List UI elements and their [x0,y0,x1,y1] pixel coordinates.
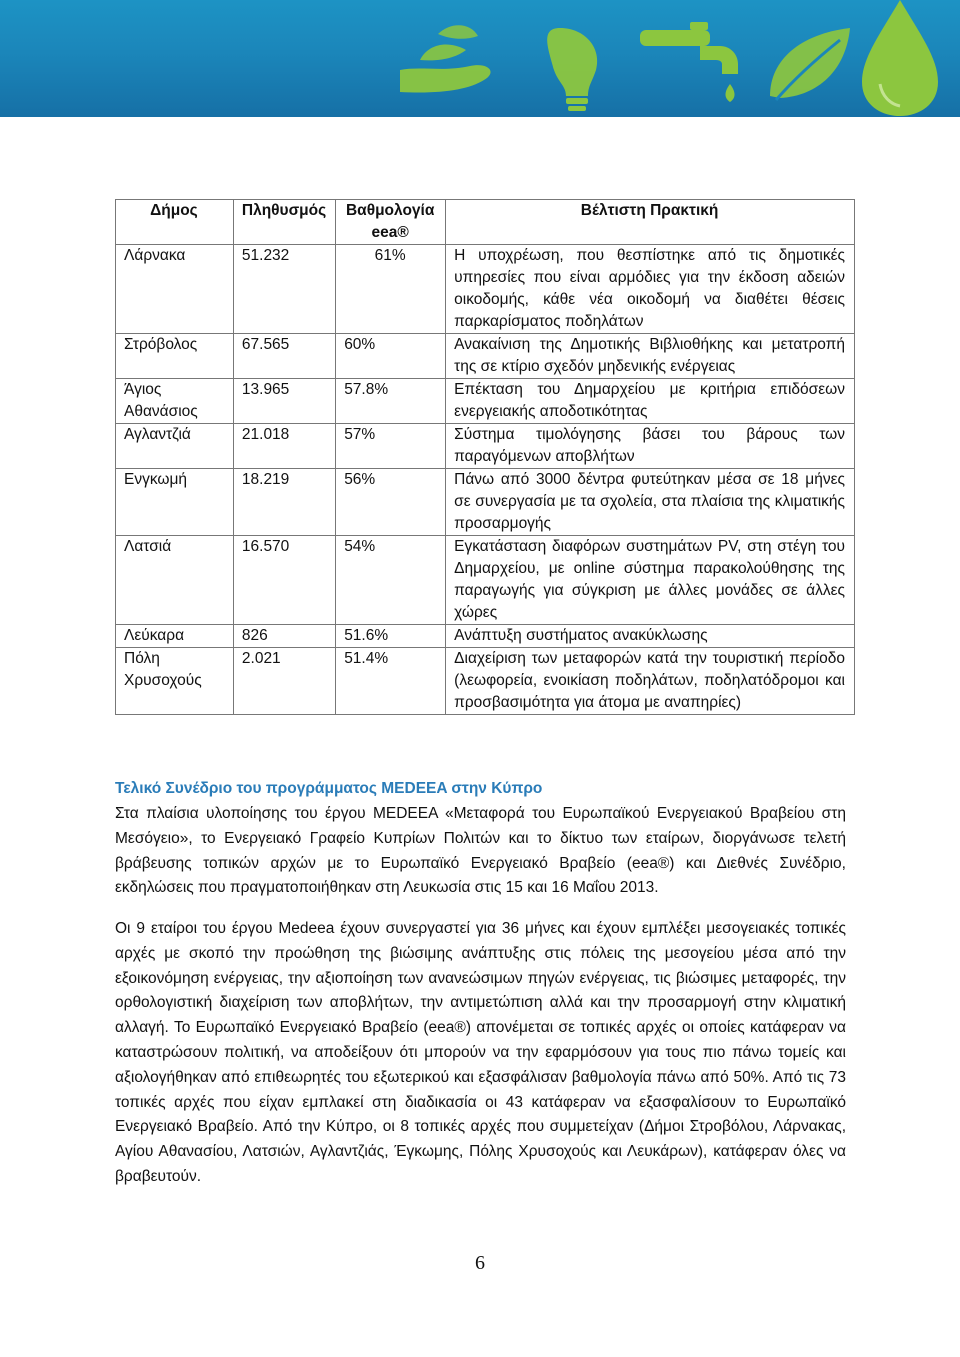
cell-municipality: Λεύκαρα [116,625,234,648]
section-title: Τελικό Συνέδριο του προγράμματος MEDEEA στην Κύπρο [115,780,543,797]
cell-population: 826 [233,625,335,648]
table-header-row [116,200,855,245]
cell-population: 16.570 [233,536,335,625]
cell-score: 51.4% [336,648,446,715]
cell-municipality: Άγιος Αθανάσιος [116,379,234,424]
cell-municipality: Λατσιά [116,536,234,625]
cell-practice: Πάνω από 3000 δέντρα φυτεύτηκαν μέσα σε 18 μήνες σε συνεργασία με τα σχολεία, στα πλαίσια της κλιματικής προσαρμογής [446,469,855,536]
table-row [116,334,855,379]
cell-practice: Ανακαίνιση της Δημοτικής Βιβλιοθήκης και μετατροπή της σε κτίριο σχεδόν μηδενικής ενέργειας [446,334,855,379]
header-municipality: Δήμος [116,200,234,245]
page-number: 6 [475,1252,485,1274]
cell-practice: Διαχείριση των μεταφορών κατά την τουριστική περίοδο (λεωφορεία, ενοικίαση ποδηλάτων, ποδηλατόδρομοι και προσβασιμότητα για άτομα με αναπηρίες) [446,648,855,715]
table-row [116,245,855,334]
cell-practice: Ανάπτυξη συστήματος ανακύκλωσης [446,625,855,648]
cell-practice: Σύστημα τιμολόγησης βάσει του βάρους των παραγόμενων αποβλήτων [446,424,855,469]
cell-score: 57% [336,424,446,469]
table-row [116,379,855,424]
cell-score: 56% [336,469,446,536]
header-population: Πληθυσμός [233,200,335,245]
cell-municipality: Αγλαντζιά [116,424,234,469]
cell-municipality: Στρόβολος [116,334,234,379]
cell-score: 51.6% [336,625,446,648]
table-row [116,536,855,625]
header-icons [0,0,960,117]
table-row [116,625,855,648]
cell-score: 61% [336,245,446,334]
cell-score: 57.8% [336,379,446,424]
cell-practice: Η υποχρέωση, που θεσπίστηκε από τις δημοτικές υπηρεσίες που είναι αρμόδιες για την έκδοση αδειών οικοδομής, κάθε νέα οικοδομή να διαθέτει θέσεις παρκαρίσματος ποδηλάτων [446,245,855,334]
cell-municipality: Πόλη Χρυσοχούς [116,648,234,715]
table-row [116,469,855,536]
cell-municipality: Ενγκωμή [116,469,234,536]
cell-practice: Επέκταση του Δημαρχείου με κριτήρια επιδόσεων ενεργειακής αποδοτικότητας [446,379,855,424]
lightbulb-icon [547,28,597,111]
paragraph-partners: Οι 9 εταίροι του έργου Medeea έχουν συνεργαστεί για 36 μήνες και έχουν εμπλέξει μεσογειακές τοπικές αρχές με σκοπό την προώθηση της βιώσιμης ανάπτυξης στις πόλεις της μεσογείου μέσα από την εξοικονόμηση ενέργειας, την αξιοποίηση των ανανεώσιμων πηγών ενέργειας, τις βιώσιμες μεταφορές, την ορθολογιστική διαχείριση των αποβλήτων, την αντιμετώπιση αλλά και την προσαρμογή στην κλιματική αλλαγή. Το Ευρωπαϊκό Ενεργειακό Βραβείο (eea®) απονέμεται σε τοπικές αρχές οι οποίες κατάφεραν να καταστρώσουν πολιτική, να αποδείξουν ότι μπορούν να την εφαρμόσουν για τους πιο πάνω τομείς και αξιολογήθηκαν από επιθεωρητές του εξωτερικού και εξασφάλισαν βαθμολογία πάνω από 50%. Από τις 73 τοπικές αρχές που είχαν εμπλακεί στη διαδικασία οι 43 κατάφεραν να εξασφαλίσουν το Ευρωπαϊκό Ενεργειακό Βραβείο. Από την Κύπρο, οι 8 τοπικές αρχές που συμμετείχαν (Δήμοι Στροβόλου, Λάρνακας, Αγίου Αθανασίου, Λατσιών, Αγλαντζιάς, Έγκωμης, Πόλης Χρυσοχούς και Λευκάρων), κατάφεραν όλες να βραβευτούν. [115,920,846,1185]
best-practices-table [115,199,855,715]
hands-icon [400,25,491,92]
table-row [116,424,855,469]
cell-population: 2.021 [233,648,335,715]
header-practice: Βέλτιστη Πρακτική [446,200,855,245]
cell-population: 67.565 [233,334,335,379]
header-banner [0,0,960,117]
cell-score: 60% [336,334,446,379]
cell-score: 54% [336,536,446,625]
water-tap-icon [640,22,738,102]
water-drop-icon [862,0,938,116]
cell-population: 51.232 [233,245,335,334]
leaf-icon [770,28,850,100]
header-score: Βαθμολογία eea® [336,200,446,245]
cell-population: 21.018 [233,424,335,469]
cell-practice: Εγκατάσταση διαφόρων συστημάτων PV, στη στέγη του Δημαρχείου, με online σύστημα παρακολούθησης της παραγωγής για σύγκριση με άλλες μονάδες σε άλλες χώρες [446,536,855,625]
cell-municipality: Λάρνακα [116,245,234,334]
paragraph-conference: Στα πλαίσια υλοποίησης του έργου MEDEEA «Μεταφορά του Ευρωπαϊκού Ενεργειακού Βραβείου στη Μεσόγειο», το Ενεργειακό Γραφείο Κυπρίων Πολιτών και το δίκτυο των εταίρων, διοργάνωσε τελετή βράβευσης τοπικών αρχών με το Ευρωπαϊκό Ενεργειακό Βραβείο (eea®) και Διεθνές Συνέδριο, εκδηλώσεις που πραγματοποιήθηκαν στη Λευκωσία στις 15 και 16 Μαΐου 2013. [115,805,846,897]
cell-population: 13.965 [233,379,335,424]
table-row [116,648,855,715]
cell-population: 18.219 [233,469,335,536]
